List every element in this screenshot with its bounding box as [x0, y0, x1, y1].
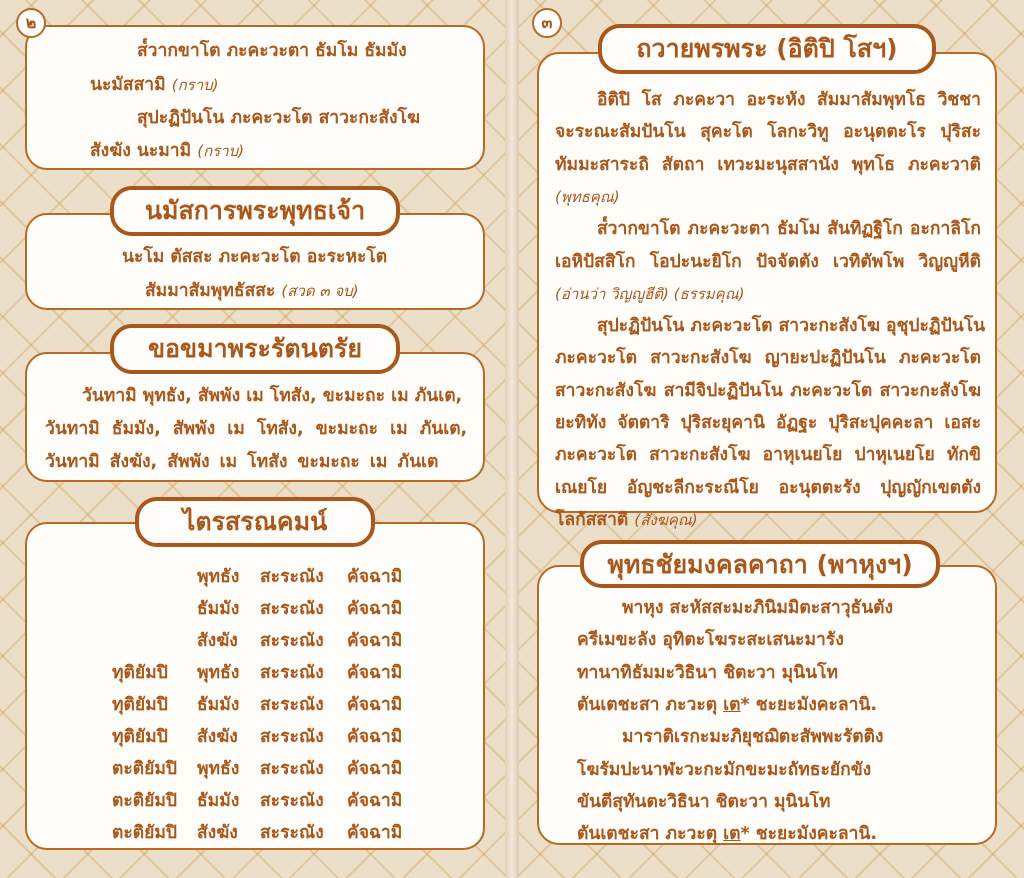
chant-line: ตันเตชะสา ภะวะตุ เต* ชะยะมังคะลานิ. — [577, 824, 878, 845]
section-title: ไตรสรณคมน์ — [135, 497, 375, 547]
refuge-cell: คัจฉามิ — [347, 631, 403, 651]
chant-line: ส๎วากขาโต ภะคะวะตา ธัมโม ธัมมัง — [137, 41, 407, 61]
chant-line: วันทามิ ธัมมัง, สัพพัง เม โทสัง, ขะมะถะ เม ภันเต, — [45, 419, 468, 439]
section-title: ขอขมาพระรัตนตรัย — [110, 324, 400, 374]
refuge-cell: ธัมมัง — [197, 695, 240, 715]
chant-line: สาวะกะสังโฆ สามีจิปะฏิปันโน ภะคะวะโต สาวะกะสังโฆ — [555, 380, 981, 401]
chant-line: ครีเมขะลัง อุทิตะโฆระสะเสนะมารัง — [577, 630, 844, 651]
chant-line: ภะคะวะโต สาวะกะสังโฆ อาหุเนยโย ปาหุเนยโย ทักขิ — [555, 445, 981, 466]
chant-line: พาหุง สะหัสสะมะภินิมมิตะสาวุธันตัง — [622, 598, 894, 618]
chant-line: วันทามิ สังฆัง, สัพพัง เม โทสัง ขะมะถะ เม ภันเต — [45, 452, 439, 472]
page-number-left: ๒ — [16, 8, 46, 38]
refuge-cell: สะระณัง — [260, 823, 324, 843]
refuge-cell: สะระณัง — [260, 759, 324, 779]
chant-line: วันทามิ พุทธัง, สัพพัง เม โทสัง, ขะมะถะ เม ภันเต, — [82, 386, 463, 406]
refuge-cell: พุทธัง — [197, 567, 240, 587]
chant-line: ภะคะวะโต สาวะกะสังโฆ ญายะปะฏิปันโน ภะคะวะโต — [555, 348, 981, 369]
refuge-cell: พุทธัง — [197, 663, 240, 683]
chant-line: ทานาทิธัมมะวิธินา ชิตะวา มุนินโท — [577, 662, 839, 683]
chant-line: เณยโย อัญชะลีกะระณีโย อะนุตตะรัง ปุญญักเขตตัง — [555, 477, 981, 498]
chant-line: สัมมาสัมพุทธัสสะ (สวด ๓ จบ) — [145, 281, 359, 301]
chant-line: ทัมมะสาระถิ สัตถา เทวะมะนุสสานัง พุทโธ ภะคะวาติ — [555, 154, 981, 175]
refuge-cell: สะระณัง — [260, 791, 324, 811]
refuge-cell: คัจฉามิ — [347, 599, 403, 619]
refuge-cell: คัจฉามิ — [347, 759, 403, 779]
refuge-cell: คัจฉามิ — [347, 823, 403, 843]
chant-line: นะโม ตัสสะ ภะคะวะโต อะระหะโต — [122, 247, 388, 267]
refuge-cell: ตะติยัมปิ — [112, 791, 178, 811]
chant-line: จะระณะสัมปันโน สุคะโต โลกะวิทู อะนุตตะโร ปุริสะ — [555, 122, 981, 143]
refuge-cell: สะระณัง — [260, 663, 324, 683]
refuge-cell: สังฆัง — [197, 727, 238, 747]
refuge-cell: คัจฉามิ — [347, 727, 403, 747]
chant-line: ยะทิทัง จัตตาริ ปุริสะยุคานิ อัฏฐะ ปุริสะปุคคะลา เอสะ — [555, 413, 981, 433]
section-title: นมัสการพระพุทธเจ้า — [110, 186, 400, 236]
refuge-cell: สังฆัง — [197, 823, 238, 843]
refuge-cell: ทุติยัมปิ — [112, 695, 168, 715]
refuge-cell: ทุติยัมปิ — [112, 663, 168, 683]
refuge-cell: สะระณัง — [260, 567, 324, 587]
section-title: ถวายพรพระ (อิติปิ โสฯ) — [598, 24, 936, 74]
chant-line: สังฆัง นะมามิ (กราบ) — [90, 141, 245, 161]
refuge-cell: คัจฉามิ — [347, 695, 403, 715]
chant-line: มาราติเรกะมะภิยุชฌิตะสัพพะรัตติง — [622, 727, 884, 748]
refuge-cell: คัจฉามิ — [347, 567, 403, 587]
refuge-cell: สะระณัง — [260, 727, 324, 747]
section-title: พุทธชัยมงคลคาถา (พาหุงฯ) — [580, 540, 940, 588]
chant-box-bahum — [537, 565, 997, 845]
book-spine — [505, 0, 519, 878]
chant-line: โฆรัมปะนาฬะวะกะมักขะมะถัทธะยักขัง — [577, 759, 872, 780]
chant-note: (พุทธคุณ) — [555, 187, 620, 206]
chant-box-triple-refuge — [25, 522, 485, 850]
refuge-cell: ธัมมัง — [197, 599, 240, 619]
chant-note: (สังฆคุณ) — [634, 510, 698, 529]
refuge-cell: สะระณัง — [260, 599, 324, 619]
refuge-cell: ทุติยัมปิ — [112, 727, 168, 747]
chant-line: นะมัสสามิ (กราบ) — [90, 75, 219, 95]
refuge-cell: ตะติยัมปิ — [112, 759, 178, 779]
chant-line: อิติปิ โส ภะคะวา อะระหัง สัมมาสัมพุทโธ วิชชา — [597, 90, 981, 110]
chant-line: สุปะฏิปันโน ภะคะวะโต สาวะกะสังโฆ — [137, 108, 420, 128]
refuge-cell: สังฆัง — [197, 631, 238, 651]
page-number-right: ๓ — [532, 8, 562, 38]
chant-line: ตันเตชะสา ภะวะตุ เต* ชะยะมังคะลานิ. — [577, 694, 878, 715]
chant-line: เอหิปัสสิโก โอปะนะยิโก ปัจจัตตัง เวทิตัพโพ วิญญูหีติ — [555, 251, 981, 272]
chant-box-refuge-end — [25, 25, 485, 170]
chant-line — [555, 282, 981, 306]
chant-line — [555, 185, 981, 209]
refuge-cell: สะระณัง — [260, 631, 324, 651]
refuge-cell: พุทธัง — [197, 759, 240, 779]
chant-line: โลกัสสาติ (สังฆคุณ) — [555, 509, 698, 530]
refuge-cell: ตะติยัมปิ — [112, 823, 178, 843]
chant-box-itipiso — [537, 52, 997, 530]
refuge-cell: คัจฉามิ — [347, 791, 403, 811]
chant-line: ส๎วากขาโต ภะคะวะตา ธัมโม สันทิฏฐิโก อะกาลิโก — [597, 219, 981, 240]
refuge-cell: คัจฉามิ — [347, 663, 403, 683]
refuge-cell: ธัมมัง — [197, 791, 240, 811]
chant-note: (อ่านว่า วิญญูฮีติ) (ธรรมคุณ) — [555, 284, 745, 303]
chant-line: สุปะฏิปันโน ภะคะวะโต สาวะกะสังโฆ อุชุปะฏิปันโน — [597, 316, 986, 337]
refuge-cell: สะระณัง — [260, 695, 324, 715]
chant-line: ขันตีสุทันตะวิธินา ชิตะวา มุนินโท — [577, 791, 831, 812]
